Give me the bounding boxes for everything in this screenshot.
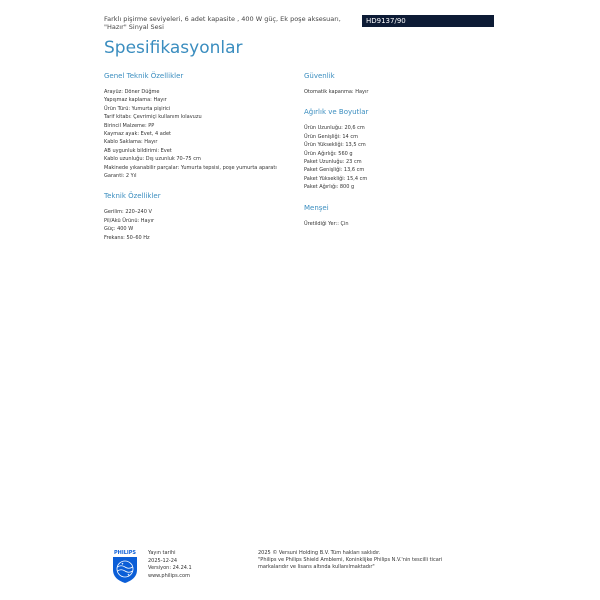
left-column xyxy=(104,72,294,254)
spec-item: Arayüz: Döner Düğme xyxy=(104,89,160,95)
website-link[interactable]: www.philips.com xyxy=(148,572,190,579)
section-title: Teknik Özellikler xyxy=(104,192,161,201)
spec-item: Yapışmaz kaplama: Hayır xyxy=(104,97,167,104)
spec-item: Birincil Malzeme: PP xyxy=(104,122,155,129)
page-title: Spesifikasyonlar xyxy=(104,38,243,58)
section-general-specs xyxy=(104,72,294,180)
spec-item: Ürün Ağırlığı: 560 g xyxy=(304,150,353,157)
logo-wordmark: PHILIPS xyxy=(113,550,137,556)
spec-item: Paket Uzunluğu: 23 cm xyxy=(304,159,362,166)
section-weight-dimensions xyxy=(304,108,494,191)
spec-list xyxy=(104,208,294,242)
svg-text:✦: ✦ xyxy=(127,573,130,577)
spec-item: AB uygunluk bildirimi: Evet xyxy=(104,147,172,154)
spec-item: Otomatik kapanma: Hayır xyxy=(304,89,369,95)
section-safety xyxy=(304,72,494,96)
trademark-text: "Philips ve Philips Shield Amblemi, Koninklijke Philips N.V.'nin tescilli ticari markalarıdır ve lisans altında kullanılmaktadır" xyxy=(258,557,443,570)
philips-logo xyxy=(110,548,140,588)
spec-item: Paket Ağırlığı: 800 g xyxy=(304,184,355,191)
right-column xyxy=(304,72,494,240)
spec-list xyxy=(304,88,494,96)
section-title: Güvenlik xyxy=(304,72,335,80)
spec-list xyxy=(304,220,494,228)
spec-item: Pil/Akü Ürünü: Hayır xyxy=(104,217,155,224)
spec-item: Üretildiği Yer:: Çin xyxy=(304,220,349,227)
spec-item: Paket Yüksekliği: 15,4 cm xyxy=(304,175,368,182)
legal-notice xyxy=(258,550,458,571)
section-technical-specs xyxy=(104,192,294,242)
publication-date: 2025-12-24 xyxy=(148,557,178,564)
spec-item: Frekans: 50–60 Hz xyxy=(104,234,150,241)
spec-item: Ürün Yüksekliği: 13,5 cm xyxy=(304,142,366,149)
spec-item: Garanti: 2 Yıl xyxy=(104,173,137,180)
spec-item: Kablo uzunluğu: Dış uzunluk 70–75 cm xyxy=(104,156,201,163)
spec-item: Paket Genişliği: 13,6 cm xyxy=(304,167,365,174)
product-description: Farklı pişirme seviyeleri, 6 adet kapasite , 400 W güç, Ek poşe aksesuarı, "Hazır" Sinyal Sesi xyxy=(104,15,341,31)
spec-item: Kablo Saklama: Hayır xyxy=(104,139,158,146)
svg-text:✦: ✦ xyxy=(121,562,124,566)
spec-item: Ürün Uzunluğu: 20,6 cm xyxy=(304,125,365,132)
spec-item: Tarif kitabı: Çevrimiçi kullanım kılavuzu xyxy=(104,114,202,121)
spec-list xyxy=(104,88,294,180)
section-title: Menşei xyxy=(304,203,329,212)
publication-info xyxy=(148,550,192,580)
model-number-badge: HD9137/90 xyxy=(362,15,494,27)
copyright-text: 2025 © Versuni Holding B.V. Tüm hakları saklıdır. xyxy=(258,550,381,556)
spec-item: Makinede yıkanabilir parçalar: Yumurta tepsisi, poşe yumurta aparatı xyxy=(104,164,277,171)
philips-shield-icon xyxy=(110,548,140,584)
publication-label: Yayın tarihi xyxy=(148,550,176,556)
version-label: Versiyon: 24.24.1 xyxy=(148,565,192,571)
spec-item: Ürün Türü: Yumurta pişirici xyxy=(104,105,171,112)
spec-item: Gerilim: 220–240 V xyxy=(104,209,152,216)
spec-item: Ürün Genişliği: 14 cm xyxy=(304,133,358,140)
spec-item: Güç: 400 W xyxy=(104,226,134,233)
spec-item: Kaymaz ayak: Evet, 4 adet xyxy=(104,131,171,138)
spec-list xyxy=(304,124,494,191)
section-origin xyxy=(304,204,494,228)
section-title: Ağırlık ve Boyutlar xyxy=(304,108,369,117)
section-title: Genel Teknik Özellikler xyxy=(104,72,184,80)
